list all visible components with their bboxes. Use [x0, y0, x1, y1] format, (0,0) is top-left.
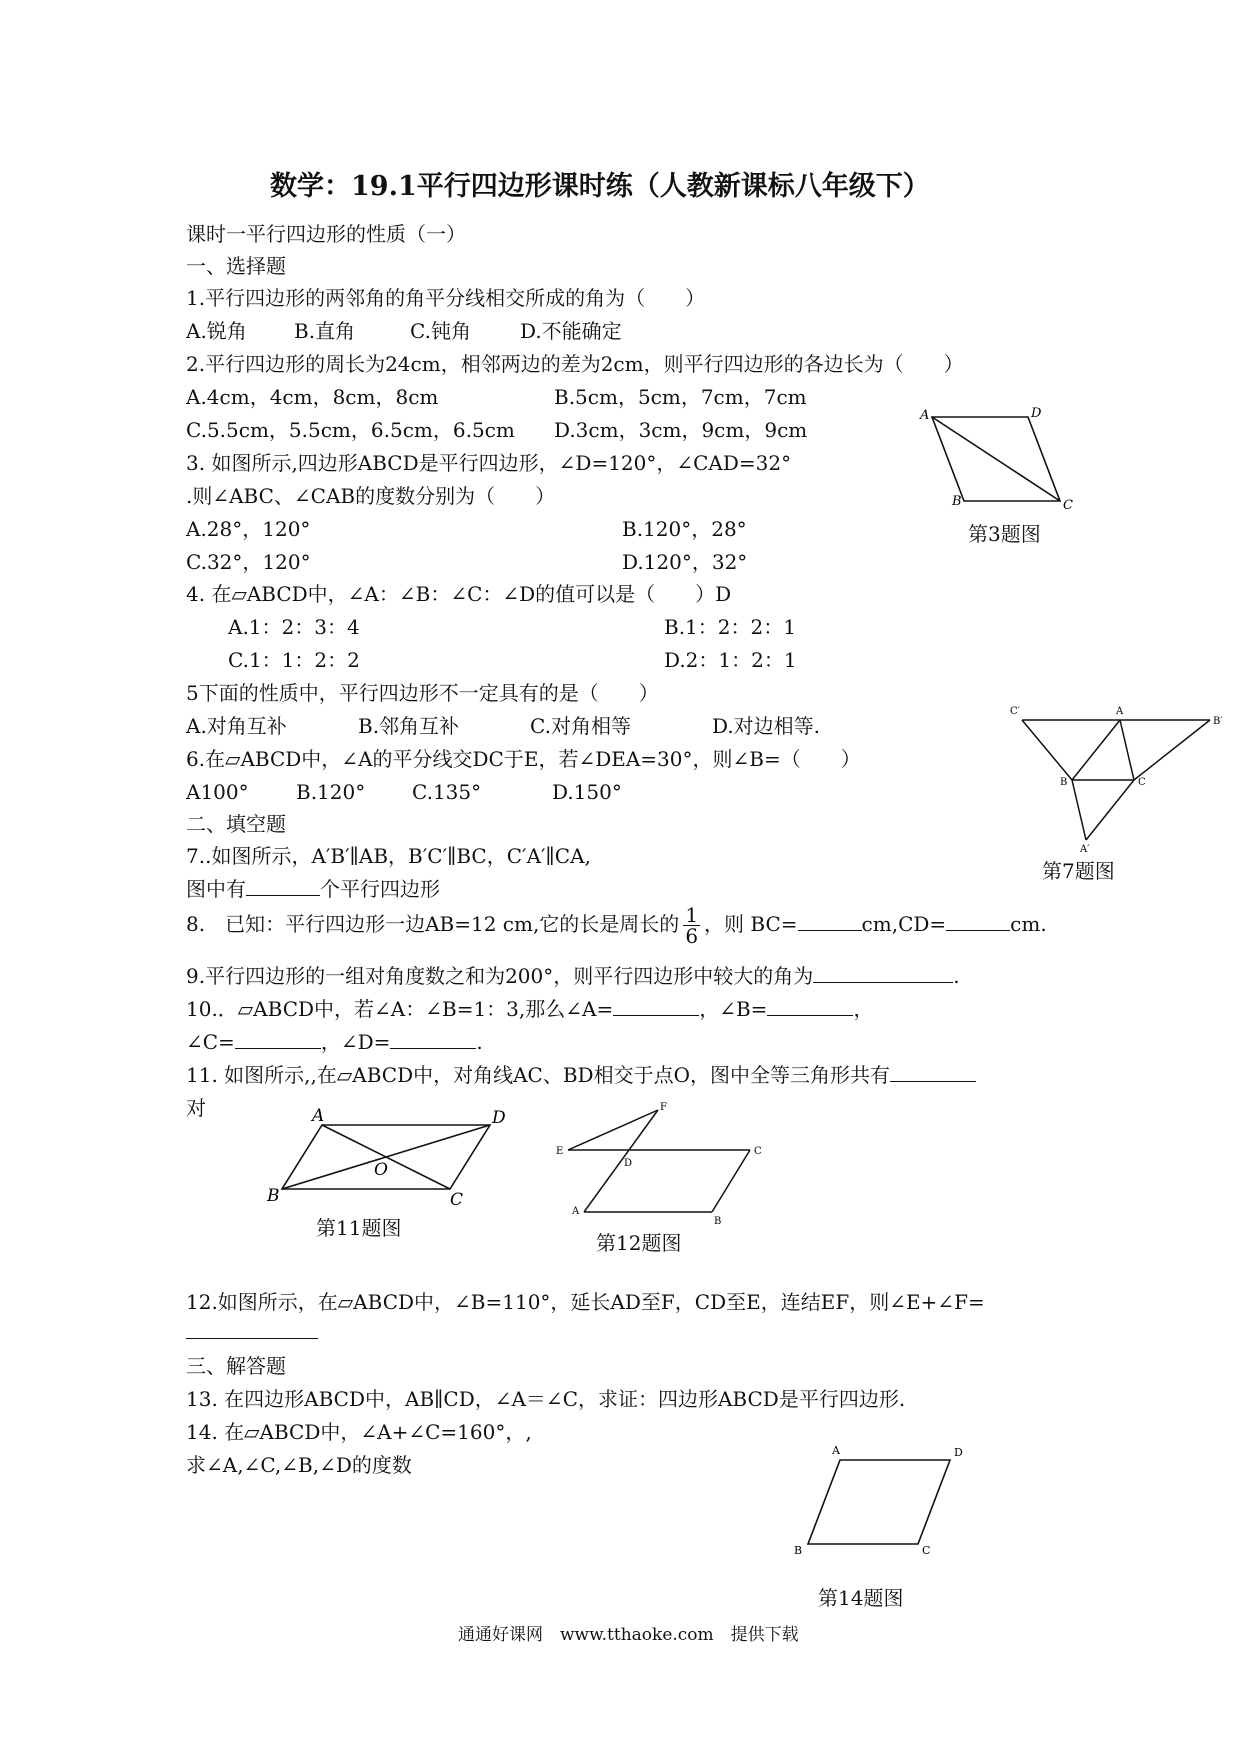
- fig12-label-d: D: [624, 1158, 633, 1169]
- question-3-line2: .则∠ABC、∠CAB的度数分别为（ ）: [186, 484, 556, 508]
- fig12-label-a: A: [572, 1206, 580, 1217]
- question-1: 1.平行四边形的两邻角的角平分线相交所成的角为（ ）: [186, 286, 706, 310]
- question-13: 13. 在四边形ABCD中，AB∥CD，∠A＝∠C，求证：四边形ABCD是平行四边形.: [186, 1387, 906, 1411]
- fig7-label-a: A: [1116, 706, 1124, 717]
- q10-d-blank[interactable]: [390, 1030, 476, 1049]
- q7-post: 个平行四边形: [320, 877, 440, 901]
- fig11-label-b: B: [267, 1186, 280, 1206]
- fig3-label-b: B: [952, 494, 962, 509]
- section-answer-heading: 三、解答题: [186, 1354, 286, 1378]
- fig12-label-f: F: [660, 1102, 667, 1113]
- fig12-label-b: B: [714, 1216, 722, 1227]
- fig7-label-c: C: [1138, 777, 1146, 788]
- q10-a-blank[interactable]: [613, 997, 699, 1016]
- fig3-caption: 第3题图: [968, 522, 1041, 546]
- q6-option-d: D.150°: [552, 780, 622, 804]
- q3-option-a: A.28°，120°: [186, 517, 311, 541]
- q2-option-a: A.4cm，4cm，8cm，8cm: [186, 385, 439, 409]
- q5-option-d: D.对边相等.: [712, 714, 821, 738]
- q2-option-d: D.3cm，3cm，9cm，9cm: [554, 418, 808, 442]
- fig12-caption: 第12题图: [596, 1231, 682, 1255]
- q3-option-d: D.120°，32°: [622, 550, 748, 574]
- lesson-heading: 课时一平行四边形的性质（一）: [186, 222, 466, 246]
- page-title: 数学：19.1平行四边形课时练（人教新课标八年级下）: [270, 171, 930, 202]
- q10-comma: ，: [853, 997, 874, 1021]
- q8-bc-blank[interactable]: [798, 912, 862, 931]
- question-14-line2: 求∠A,∠C,∠B,∠D的度数: [186, 1453, 412, 1477]
- fig7-label-c1: C′: [1010, 706, 1020, 717]
- q4-option-d: D.2：1：2：1: [664, 648, 797, 672]
- q6-option-a: A100°: [186, 780, 249, 804]
- section-fill-heading: 二、填空题: [186, 812, 286, 836]
- fig11-caption: 第11题图: [316, 1216, 402, 1240]
- q1-option-b: B.直角: [294, 319, 356, 343]
- q2-option-b: B.5cm，5cm，7cm，7cm: [554, 385, 807, 409]
- question-4: 4. 在▱ABCD中，∠A：∠B：∠C：∠D的值可以是（ ）D: [186, 582, 732, 606]
- q12-answer-blank[interactable]: [186, 1338, 318, 1339]
- q10-pre: 10.．▱ABCD中，若∠A：∠B=1：3,那么∠A=: [186, 997, 614, 1021]
- q8-post3: cm.: [1010, 912, 1047, 936]
- q10-b-blank[interactable]: [767, 997, 853, 1016]
- fig14-caption: 第14题图: [818, 1586, 904, 1610]
- q9-end: .: [953, 964, 960, 988]
- question-12: 12.如图所示，在▱ABCD中，∠B=110°，延长AD至F，CD至E，连结EF，则∠E+∠F=: [186, 1290, 985, 1314]
- fig7-label-a1: A′: [1080, 844, 1090, 855]
- fig7-label-b1: B′: [1213, 716, 1223, 727]
- question-14: 14. 在▱ABCD中，∠A+∠C=160°，,: [186, 1420, 532, 1444]
- q7-pre: 图中有: [186, 877, 246, 901]
- q4-option-b: B.1：2：2：1: [664, 615, 796, 639]
- fig14-label-c: C: [922, 1544, 931, 1557]
- question-7-line2: [186, 875, 440, 903]
- question-10: [186, 995, 873, 1023]
- fig11-label-a: A: [312, 1106, 325, 1126]
- q8-frac-num: 1: [685, 903, 699, 927]
- figure-7: [1010, 700, 1240, 855]
- q10-end: .: [476, 1030, 483, 1054]
- q8-fraction: [683, 905, 700, 946]
- q8-pre: 8. 已知：平行四边形一边AB=12 cm,它的长是周长的: [186, 912, 680, 936]
- fig11-label-c: C: [450, 1190, 464, 1210]
- question-2: 2.平行四边形的周长为24cm，相邻两边的差为2cm，则平行四边形的各边长为（ ）: [186, 352, 964, 376]
- fig11-label-o: O: [374, 1160, 388, 1180]
- q9-text: 9.平行四边形的一组对角度数之和为200°，则平行四边形中较大的角为: [186, 964, 814, 988]
- q11-text: 11. 如图所示,,在▱ABCD中，对角线AC、BD相交于点O，图中全等三角形共有: [186, 1063, 890, 1087]
- q6-option-c: C.135°: [412, 780, 482, 804]
- figure-3: [920, 405, 1120, 515]
- fig7-caption: 第7题图: [1042, 859, 1115, 883]
- fig12-label-c: C: [754, 1146, 762, 1157]
- q1-option-a: A.锐角: [186, 319, 247, 343]
- fig14-label-b: B: [794, 1544, 803, 1557]
- q5-option-c: C.对角相等: [530, 714, 631, 738]
- q10-c-label: ∠C=: [186, 1030, 235, 1054]
- fig7-label-b: B: [1060, 777, 1068, 788]
- q3-option-c: C.32°，120°: [186, 550, 311, 574]
- q8-cd-blank[interactable]: [946, 912, 1010, 931]
- q11-answer-blank[interactable]: [890, 1063, 976, 1082]
- q8-post1: ，则 BC=: [704, 912, 798, 936]
- question-11: [186, 1061, 976, 1089]
- q2-option-c: C.5.5cm，5.5cm，6.5cm，6.5cm: [186, 418, 515, 442]
- q7-answer-blank[interactable]: [246, 877, 320, 896]
- question-7: 7..如图所示，A′B′∥AB，B′C′∥BC，C′A′∥CA,: [186, 844, 591, 868]
- figure-12: [552, 1098, 782, 1228]
- q4-option-c: C.1：1：2：2: [228, 648, 360, 672]
- section-choice-heading: 一、选择题: [186, 254, 286, 278]
- fig3-label-a: A: [920, 408, 930, 423]
- figure-14: [790, 1440, 970, 1570]
- fig3-label-c: C: [1063, 498, 1073, 513]
- fig3-label-d: D: [1031, 406, 1042, 421]
- fig11-label-d: D: [492, 1108, 506, 1128]
- q3-option-b: B.120°，28°: [622, 517, 747, 541]
- fig14-label-d: D: [954, 1446, 963, 1459]
- q10-d-label: ，∠D=: [320, 1030, 391, 1054]
- footer-text: 通通好课网 www.tthaoke.com 提供下载: [458, 1625, 799, 1645]
- q8-frac-den: 6: [685, 924, 699, 948]
- question-3: 3. 如图所示,四边形ABCD是平行四边形，∠D=120°，∠CAD=32°: [186, 451, 792, 475]
- question-8: [186, 905, 1047, 955]
- question-6: 6.在▱ABCD中，∠A的平分线交DC于E，若∠DEA=30°，则∠B=（ ）: [186, 747, 861, 771]
- q8-post2: cm,CD=: [861, 912, 947, 936]
- fig14-label-a: A: [832, 1444, 840, 1457]
- q6-option-b: B.120°: [296, 780, 366, 804]
- fig12-label-e: E: [556, 1146, 564, 1157]
- q1-option-d: D.不能确定: [520, 319, 622, 343]
- q10-b-label: ，∠B=: [699, 997, 768, 1021]
- question-5: 5下面的性质中，平行四边形不一定具有的是（ ）: [186, 681, 659, 705]
- figure-11: [262, 1105, 522, 1215]
- q5-option-b: B.邻角互补: [358, 714, 460, 738]
- question-9: [186, 962, 960, 990]
- q9-answer-blank[interactable]: [813, 964, 953, 983]
- q5-option-a: A.对角互补: [186, 714, 287, 738]
- question-10-line2: [186, 1028, 483, 1056]
- q1-option-c: C.钝角: [410, 319, 471, 343]
- question-11-end: 对: [186, 1096, 206, 1120]
- q4-option-a: A.1：2：3：4: [228, 615, 360, 639]
- q10-c-blank[interactable]: [235, 1030, 321, 1049]
